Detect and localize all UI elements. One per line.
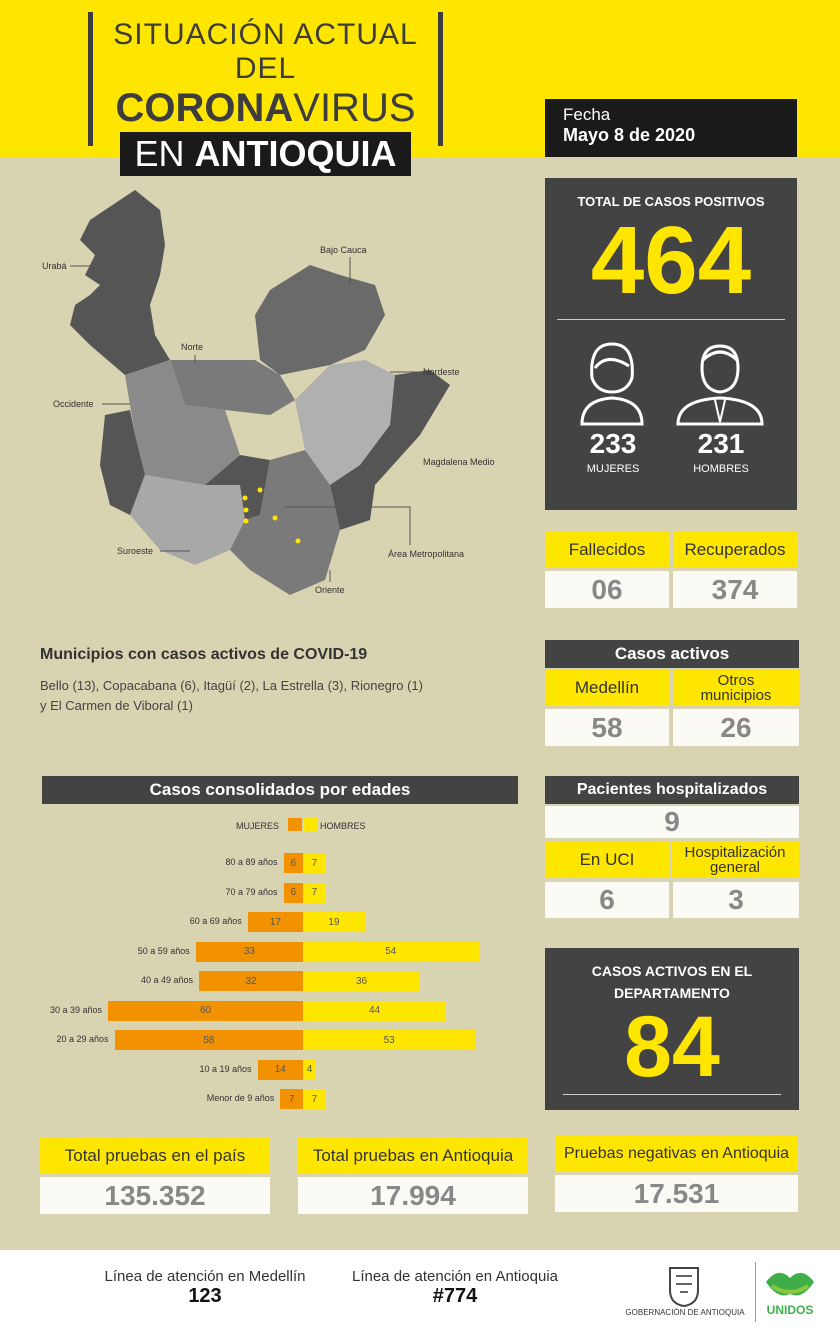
legend-men-swatch: [303, 818, 317, 831]
otros-value: 26: [720, 711, 752, 743]
tests-negative-value-cell: [555, 1175, 798, 1212]
total-cases-value: 464: [590, 207, 752, 314]
map-label-uraba: Urabá: [42, 261, 67, 271]
hospital-total-cell: [545, 806, 799, 838]
uci-label-cell: [545, 842, 669, 878]
medellin-label: Medellín: [574, 678, 640, 697]
map-label-norte: Norte: [181, 342, 204, 352]
map-label-occidente: Occidente: [53, 399, 94, 409]
age-group-label: Menor de 9 años: [206, 1093, 275, 1103]
tests-negative-value: 17.531: [633, 1177, 720, 1209]
case-dot: [273, 516, 278, 521]
general-label-line1: Hospitalización: [684, 844, 786, 861]
recovered-value-cell: [673, 571, 797, 608]
deaths-value-cell: [545, 571, 669, 608]
title-antioquia: ANTIOQUIA: [194, 133, 397, 174]
title-corona: CORONA: [115, 86, 294, 130]
case-dot: [296, 539, 301, 544]
man-icon: [675, 338, 765, 426]
otros-value-cell: [673, 709, 799, 746]
age-group-label: 80 a 89 años: [225, 857, 278, 867]
bar-women: 14: [258, 1060, 304, 1080]
divider: [755, 1262, 756, 1322]
tests-country-value: 135.352: [104, 1179, 206, 1211]
otros-label-line1: Otros: [717, 672, 755, 689]
men-label: HOMBRES: [693, 463, 749, 475]
bar-men: 36: [303, 971, 420, 991]
medellin-label-cell: [545, 670, 669, 706]
map-label-nordeste: Nordeste: [423, 367, 460, 377]
bar-men: 7: [303, 883, 326, 903]
municipios-line1: Bello (13), Copacabana (6), Itagüí (2), La Estrella (3), Rionegro (1): [40, 678, 423, 693]
age-group-label: 60 a 69 años: [189, 916, 242, 926]
unidos-label: UNIDOS: [766, 1303, 814, 1317]
tests-negative-label-cell: [555, 1136, 798, 1172]
municipios-title: Municipios con casos activos de COVID-19: [40, 646, 368, 663]
legend-women-label: MUJERES: [236, 821, 280, 831]
title-line3: [120, 132, 410, 176]
map-label-bajo-cauca: Bajo Cauca: [320, 245, 367, 255]
bar-men: 7: [303, 1089, 326, 1109]
men-value: 231: [697, 428, 745, 459]
bar-men: 44: [303, 1001, 446, 1021]
age-group-label: 40 a 49 años: [140, 975, 193, 985]
title-line1: SITUACIÓN ACTUAL DEL: [113, 18, 418, 85]
recovered-value: 374: [711, 573, 759, 605]
case-dot: [244, 519, 249, 524]
tests-antioquia-label: Total pruebas en Antioquia: [312, 1146, 514, 1165]
government-seal-icon: [666, 1264, 702, 1308]
title-block: [88, 12, 443, 174]
legend-women-swatch: [288, 818, 302, 831]
uci-value: 6: [599, 884, 615, 915]
title-virus: VIRUS: [293, 86, 416, 130]
deaths-value: 06: [591, 573, 623, 605]
date-value: Mayo 8 de 2020: [563, 125, 696, 145]
case-dot: [243, 496, 248, 501]
general-label-cell: [671, 842, 799, 878]
department-title-line1: CASOS ACTIVOS EN EL: [591, 963, 753, 979]
bar-men: 53: [303, 1030, 475, 1050]
bar-men: 54: [303, 942, 479, 962]
uci-label: En UCI: [579, 850, 635, 869]
bar-women: 60: [108, 1001, 303, 1021]
date-label: Fecha: [563, 105, 611, 124]
map-region-bajo-cauca: [255, 265, 385, 375]
age-group-label: 10 a 19 años: [199, 1063, 252, 1074]
case-dot: [258, 488, 263, 493]
active-cases-header: [545, 640, 799, 668]
age-group-label: 70 a 79 años: [225, 886, 278, 897]
women-label: MUJERES: [586, 463, 640, 475]
department-title-line2: DEPARTAMENTO: [614, 985, 730, 1001]
general-value-cell: [673, 882, 799, 918]
hotline-medellin: [90, 1268, 320, 1308]
general-label-line2: general: [709, 859, 761, 876]
bar-men: 19: [303, 912, 365, 932]
tests-antioquia-value-cell: [298, 1177, 528, 1214]
medellin-value: 58: [591, 711, 623, 743]
government-label: GOBERNACIÓN DE ANTIOQUIA: [625, 1308, 745, 1317]
woman-icon: [577, 338, 647, 426]
hotline-antioquia-value: #774: [432, 1285, 478, 1307]
department-panel: [545, 948, 799, 1110]
hotline-antioquia-label: Línea de atención en Antioquia: [351, 1268, 558, 1285]
bar-men: 7: [303, 853, 326, 873]
map-label-oriente: Oriente: [315, 585, 345, 595]
tests-country-value-cell: [40, 1177, 270, 1214]
age-group-label: 50 a 59 años: [137, 945, 190, 956]
title-line2: [93, 86, 438, 130]
legend-men-label: HOMBRES: [320, 821, 366, 831]
bar-women: 33: [196, 942, 303, 962]
bar-women: 6: [284, 853, 304, 873]
active-cases-title: Casos activos: [614, 644, 730, 663]
bar-women: 32: [199, 971, 303, 991]
bar-men: 4: [303, 1060, 316, 1080]
total-cases-panel: [545, 178, 797, 510]
date-box: [545, 99, 797, 157]
hotline-medellin-value: 123: [188, 1285, 222, 1307]
hospital-title: Pacientes hospitalizados: [576, 781, 768, 798]
bar-women: 7: [280, 1089, 303, 1109]
general-value: 3: [728, 884, 744, 915]
tests-antioquia-value: 17.994: [370, 1179, 456, 1211]
divider: [557, 319, 785, 320]
otros-label-line2: municipios: [700, 687, 772, 704]
recovered-label: Recuperados: [684, 540, 786, 559]
otros-label-cell: [673, 670, 799, 706]
age-chart-header: [42, 776, 518, 804]
unidos-logo-icon: [764, 1264, 816, 1304]
bar-women: 58: [115, 1030, 304, 1050]
total-cases-title: TOTAL DE CASOS POSITIVOS: [577, 194, 765, 209]
deaths-label-cell: [545, 532, 669, 568]
department-value: 84: [624, 999, 720, 1095]
uci-value-cell: [545, 882, 669, 918]
bar-women: 6: [284, 883, 304, 903]
tests-country-label-cell: [40, 1138, 270, 1174]
antioquia-map: [30, 185, 510, 605]
map-label-suroeste: Suroeste: [117, 546, 154, 556]
age-chart-title: Casos consolidados por edades: [149, 780, 411, 799]
map-label-area-metropolitana: Área Metropolitana: [388, 549, 465, 559]
title-en: EN: [134, 133, 185, 174]
women-value: 233: [589, 428, 637, 459]
deaths-label: Fallecidos: [568, 540, 646, 559]
map-region-uraba: [70, 190, 170, 375]
age-group-label: 20 a 29 años: [56, 1034, 109, 1044]
medellin-value-cell: [545, 709, 669, 746]
tests-antioquia-label-cell: [298, 1138, 528, 1174]
hospital-total-value: 9: [664, 806, 680, 837]
hotline-antioquia: [335, 1268, 575, 1308]
map-label-magdalena-medio: Magdalena Medio: [423, 457, 495, 467]
hospital-header: [545, 776, 799, 804]
tests-negative-label: Pruebas negativas en Antioquia: [563, 1145, 790, 1162]
tests-country-label: Total pruebas en el país: [64, 1146, 246, 1165]
bar-women: 17: [248, 912, 303, 932]
municipios-line2: y El Carmen de Viboral (1): [40, 698, 193, 713]
recovered-label-cell: [673, 532, 797, 568]
age-group-label: 30 a 39 años: [49, 1004, 102, 1015]
hotline-medellin-label: Línea de atención en Medellín: [104, 1268, 306, 1285]
case-dot: [244, 508, 249, 513]
